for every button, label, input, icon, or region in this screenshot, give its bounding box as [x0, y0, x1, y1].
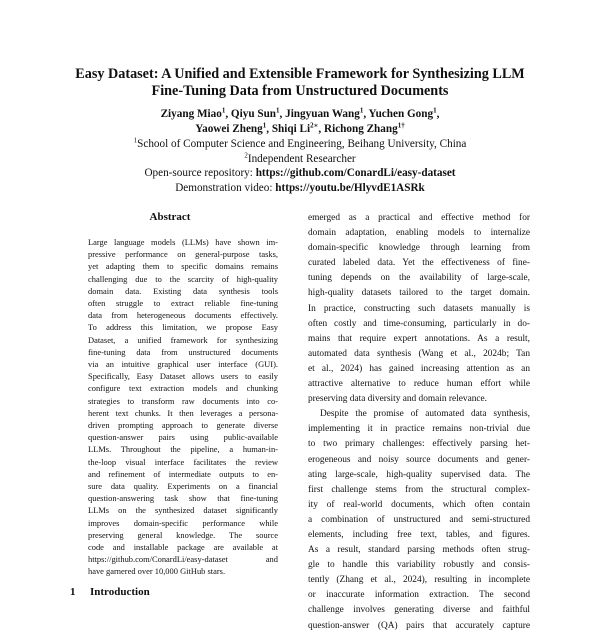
abstract-line: code and installable package are available at: [88, 542, 278, 553]
abstract-heading: Abstract: [149, 211, 191, 223]
body-line: elements, including free text, tables, and figures.: [308, 529, 530, 540]
author-affil-mark: 1: [221, 106, 226, 115]
body-line: a combination of unstructured and semi-structured: [308, 514, 530, 525]
body-line: mains that require expert annotations. As a result,: [308, 333, 530, 344]
abstract-body: [88, 236, 278, 578]
abstract-line: LLMs. Throughout the pipeline, a human-in-: [88, 444, 278, 455]
body-line: ating large-scale, high-quality supervised data. The: [308, 469, 530, 480]
abstract-line: and refinement of intermediate outputs to en-: [88, 468, 278, 479]
abstract-line: domain data. Existing data synthesis tools: [88, 285, 278, 296]
abstract-line: have garnered over 10,000 GitHub stars.: [88, 566, 226, 577]
abstract-line: strategies to transform raw documents into co-: [88, 395, 278, 406]
body-line: In practice, constructing such datasets manually is: [308, 303, 530, 314]
author-affil-mark: 1: [276, 106, 280, 115]
author-affil-mark: 1: [262, 121, 267, 130]
body-line: implementing it in practice remains non-trivial due: [308, 424, 530, 435]
author-name: Yaowei Zheng: [195, 123, 263, 135]
affil-mark: 2: [244, 150, 248, 159]
abstract-line: driven prompting approach to generate diverse: [88, 420, 278, 431]
abstract-line: fine-tuning data from unstructured documents: [88, 346, 278, 357]
author-affil-mark: 1: [359, 106, 364, 115]
abstract-line: improves domain-specific performance while: [88, 517, 278, 528]
body-line: high-quality datasets tailored to the target domain.: [308, 288, 530, 299]
author-name: Ziyang Miao: [160, 108, 222, 120]
author-name: Richong Zhang: [324, 123, 398, 135]
video-line: [40, 181, 560, 196]
section-title: Introduction: [90, 586, 150, 598]
abstract-line: question-answer pairs using public-available: [88, 432, 278, 443]
video-link[interactable]: https://youtu.be/HlyvdE1ASRk: [275, 181, 425, 194]
author-affil-mark: 1†: [397, 121, 405, 130]
body-line: gle to handle this variability robustly and consis-: [308, 560, 530, 571]
body-line: et al., 2024) has gained increasing attention as an: [308, 363, 530, 374]
right-column-body: [308, 211, 530, 634]
abstract-line: https://github.com/ConardLi/easy-dataset and: [88, 554, 278, 565]
author-list: [40, 107, 560, 137]
body-line: or inaccurate information extraction. The second: [308, 590, 530, 601]
body-line: first challenge stems from the structural complex-: [308, 484, 530, 495]
abstract-line: Large language models (LLMs) have shown im-: [88, 237, 278, 247]
paper-title: [40, 66, 560, 100]
body-line: attractive alternative to reduce human effort while: [308, 379, 530, 390]
abstract-line: preserving general knowledge. The source: [88, 529, 278, 540]
section-heading: [70, 586, 150, 598]
author-name: Qiyu Sun: [230, 108, 277, 120]
body-line: challenge involves generating diverse and faithful: [308, 605, 530, 616]
abstract-line: the-loop visual interface facilitates the review: [88, 456, 278, 467]
body-line: Despite the promise of automated data synthesis,: [320, 409, 530, 420]
abstract-line: data from heterogeneous documents effectively.: [88, 310, 278, 321]
author-line-2: Yaowei Zheng$^1$, Shiqi $Li^{2∗}$, Richong Zhang$^{1\dagger}$: [195, 121, 405, 135]
body-line: preserving data diversity and domain relevance.: [308, 394, 488, 405]
title-line: Easy Dataset: A Unified and Extensible Framework for Synthesizing LLM: [75, 66, 525, 82]
body-line: question-answer (QA) pairs that accurately capture: [308, 620, 530, 631]
affiliation-text: School of Computer Science and Engineering, Beihang University, China: [137, 138, 467, 150]
abstract-line: sure data quality. Experiments on a financial: [88, 481, 278, 492]
body-line: ity of real-world documents, which often contain: [308, 499, 530, 510]
abstract-line: challenging due to the scarcity of high-quality: [88, 273, 278, 284]
author-name: Yuchen Gong: [368, 108, 434, 120]
abstract-line: often struggle to extract reliable fine-tuning: [88, 298, 278, 309]
author-line-1: Ziyang Miao$^1$, Qiyu Sun$^1$, Jingyuan Wang$^1$, Yuchen Gong$^1$,: [160, 106, 440, 120]
body-line: often costly and time-consuming, particularly in do-: [308, 318, 530, 329]
body-line: domain adaptation, enabling models to internalize: [308, 228, 530, 239]
repo-label: Open-source repository:: [144, 167, 256, 180]
body-line: automated data synthesis (Wang et al., 2024b; Tan: [308, 348, 530, 359]
repo-link[interactable]: https://github.com/ConardLi/easy-dataset: [255, 167, 456, 180]
body-line: curated labeled data. Yet the effectiveness of fine-: [308, 258, 530, 269]
abstract-line: To address this limitation, we propose Easy: [88, 322, 278, 333]
author-name: Jingyuan Wang: [285, 108, 360, 120]
body-line: tently (Zhang et al., 2024), resulting in incomplete: [308, 575, 530, 586]
abstract-line: pressive performance on general-purpose tasks,: [88, 249, 278, 260]
repo-line: [40, 166, 560, 181]
abstract-line: LLMs on the synthesized dataset significantly: [88, 505, 278, 516]
body-line: domain-specific knowledge through learning from: [308, 243, 530, 254]
abstract-line: Dataset, a unified framework for synthesizing: [88, 334, 278, 345]
affiliation-text: Independent Researcher: [247, 152, 356, 165]
section-number: 1: [70, 586, 76, 598]
video-label: Demonstration video:: [175, 181, 276, 194]
abstract-line: question-answering task show that fine-tuning: [88, 493, 278, 504]
abstract-line: yet adapting them to specific domains remains: [88, 261, 278, 272]
affiliation-1: [40, 137, 560, 152]
abstract-line: configure text extraction models and chunking: [88, 383, 278, 394]
body-line: to two primary challenges: effectively parsing het-: [308, 439, 530, 450]
abstract-line: Specifically, Easy Dataset allows users to easily: [88, 371, 278, 382]
affiliations: [40, 137, 560, 195]
affil-mark: 1: [133, 136, 138, 145]
author-affil-mark: 1: [433, 106, 437, 115]
body-line: tuning depends on the availability of large-scale,: [308, 273, 530, 284]
body-line: emerged as a practical and effective method for: [308, 213, 530, 223]
abstract-line: via an intuitive graphical user interface (GUI).: [88, 359, 278, 370]
body-line: erogeneous and noisy source documents and gener-: [308, 454, 530, 465]
body-line: As a result, standard parsing methods often strug-: [308, 545, 530, 556]
author-name: Shiqi Li: [271, 123, 311, 135]
author-affil-mark: 2∗: [310, 121, 319, 130]
title-line: Fine-Tuning Data from Unstructured Documents: [151, 83, 449, 99]
abstract-line: herent text chunks. It then leverages a persona-: [88, 407, 278, 418]
affiliation-2: [40, 152, 560, 167]
